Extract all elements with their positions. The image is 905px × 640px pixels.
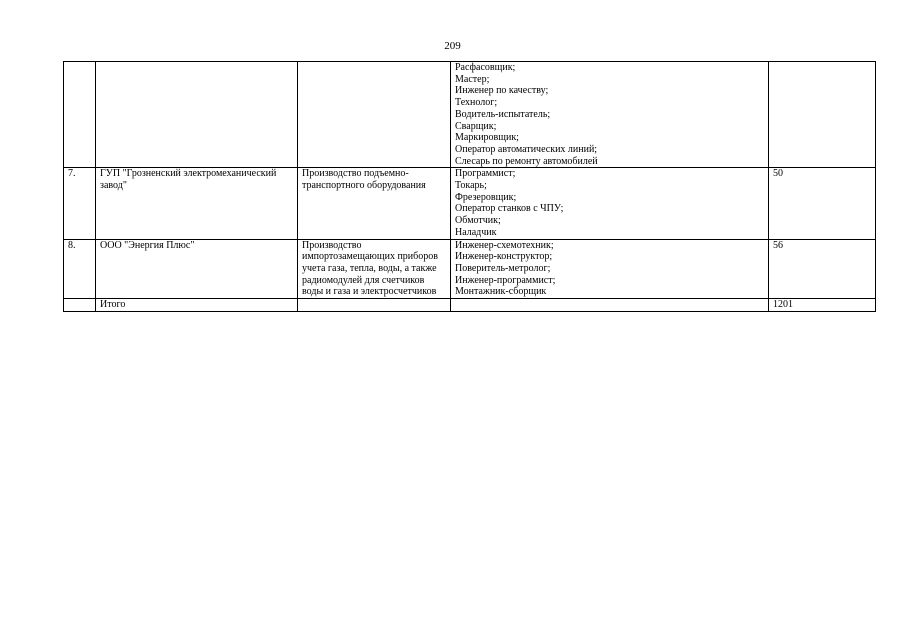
- activity-cell: Производство импортозамещающих приборов учета газа, тепла, воды, а также радиомодулей для счетчиков воды и газа и электросчетчиков: [298, 239, 451, 299]
- profession-item: Токарь;: [455, 180, 487, 192]
- table-row: [64, 62, 876, 168]
- profession-item: Маркировщик;: [455, 132, 519, 144]
- professions-cell: [451, 168, 769, 239]
- organization-cell: ООО "Энергия Плюс": [96, 239, 298, 299]
- activity-cell: Производство подъемно-транспортного оборудования: [298, 168, 451, 239]
- count-cell: 56: [769, 239, 876, 299]
- professions-cell: [451, 62, 769, 168]
- profession-item: Обмотчик;: [455, 215, 501, 227]
- enterprises-table: [63, 61, 876, 312]
- profession-item: Поверитель-метролог;: [455, 262, 551, 274]
- profession-item: Оператор автоматических линий;: [455, 143, 598, 155]
- profession-item: Оператор станков с ЧПУ;: [455, 203, 564, 215]
- count-cell: 50: [769, 168, 876, 239]
- organization-cell: ГУП "Грозненский электромеханический завод": [96, 168, 298, 239]
- total-label: Итого: [96, 299, 298, 312]
- total-row: [64, 299, 876, 312]
- profession-item: Программист;: [455, 168, 516, 180]
- profession-item: Наладчик: [455, 226, 497, 238]
- profession-item: Фрезеровщик;: [455, 191, 517, 203]
- profession-item: Расфасовщик;: [455, 62, 516, 73]
- row-number-cell: [64, 62, 96, 168]
- table-row: [64, 239, 876, 299]
- profession-item: Инженер по качеству;: [455, 85, 549, 97]
- activity-cell: [298, 299, 451, 312]
- row-number-cell: 8.: [64, 239, 96, 299]
- profession-item: Мастер;: [455, 73, 490, 85]
- profession-item: Слесарь по ремонту автомобилей: [455, 155, 598, 167]
- profession-item: Инженер-схемотехник;: [455, 239, 554, 251]
- activity-cell: [298, 62, 451, 168]
- organization-cell: [96, 62, 298, 168]
- professions-cell: [451, 299, 769, 312]
- profession-item: Монтажник-сборщик: [455, 286, 547, 298]
- profession-item: Сварщик;: [455, 120, 497, 132]
- page-number: 209: [444, 40, 461, 52]
- count-cell: [769, 62, 876, 168]
- row-number-cell: [64, 299, 96, 312]
- total-count: 1201: [769, 299, 876, 312]
- profession-item: Водитель-испытатель;: [455, 108, 551, 120]
- profession-item: Инженер-конструктор;: [455, 251, 553, 263]
- table-row: [64, 168, 876, 239]
- professions-cell: [451, 239, 769, 299]
- profession-item: Технолог;: [455, 97, 498, 109]
- profession-item: Инженер-программист;: [455, 274, 556, 286]
- row-number-cell: 7.: [64, 168, 96, 239]
